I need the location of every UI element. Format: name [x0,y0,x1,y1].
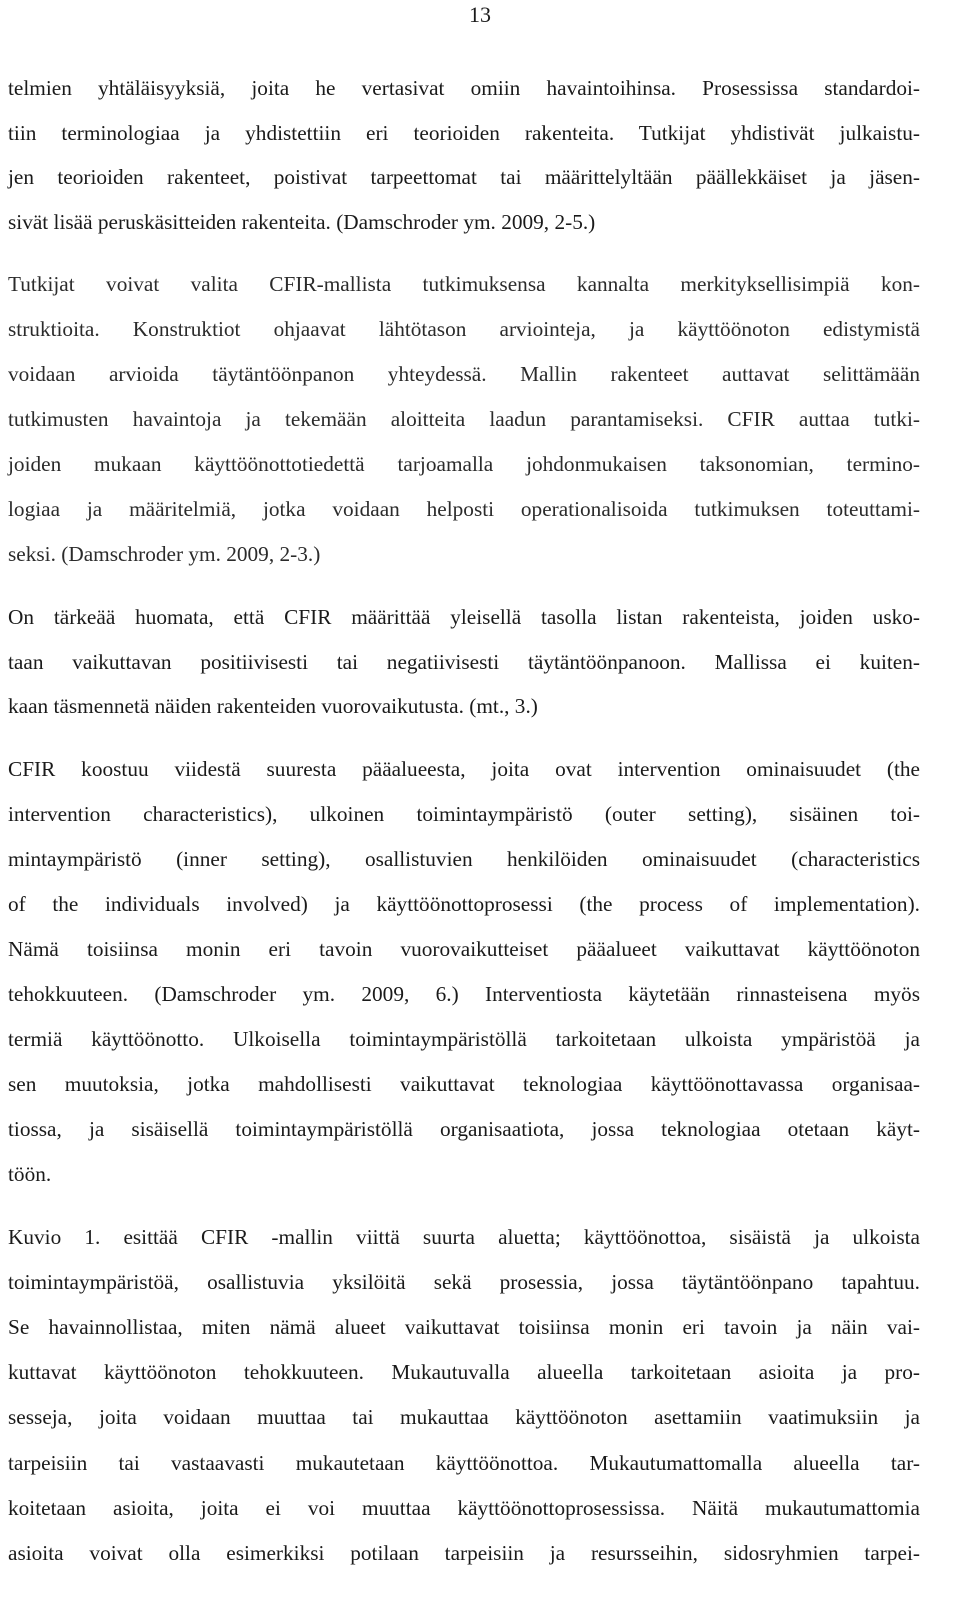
paragraph-1 [8,66,920,244]
text-line: töön. [8,1161,52,1186]
text-line: tiossa, ja sisäisellä toimintaympäristöllä organisaatiota, jossa teknologiaa otetaan käyt- [8,1116,920,1141]
text-line: tutkimusten havaintoja ja tekemään aloitteita laadun parantamiseksi. CFIR auttaa tutki- [8,407,920,431]
paragraph-2 [8,262,920,577]
text-line: logiaa ja määritelmiä, jotka voidaan helposti operationalisoida tutkimuksen toteuttami- [8,497,920,521]
text-line: telmien yhtäläisyyksiä, joita he vertasivat omiin havaintoihinsa. Prosessissa standardoi- [8,76,920,100]
text-line: mintaympäristö (inner setting), osallistuvien henkilöiden ominaisuudet (characteristics [8,846,920,871]
text-line: toimintaympäristöä, osallistuvia yksilöitä sekä prosessia, jossa täytäntöönpano tapahtuu. [8,1269,920,1294]
text-line: voidaan arvioida täytäntöönpanon yhteydessä. Mallin rakenteet auttavat selittämään [8,362,920,386]
text-line: jen teorioiden rakenteet, poistivat tarpeettomat tai määrittelyltään päällekkäiset ja jäsen- [8,165,920,189]
text-line: tehokkuuteen. (Damschroder ym. 2009, 6.) Interventiosta käytetään rinnasteisena myös [8,981,920,1006]
text-line: sen muutoksia, jotka mahdollisesti vaikuttavat teknologiaa käyttöönottavassa organisaa- [8,1071,920,1096]
document-body [8,66,920,1576]
text-line: Nämä toisiinsa monin eri tavoin vuorovaikutteiset pääalueet vaikuttavat käyttöönoton [8,936,920,961]
page-number: 13 [469,2,491,27]
text-line: Kuvio 1. esittää CFIR -mallin viittä suurta aluetta; käyttöönottoa, sisäistä ja ulkoista [8,1224,920,1249]
text-line: tiin terminologiaa ja yhdistettiin eri teorioiden rakenteita. Tutkijat yhdistivät julkaistu- [8,120,920,145]
text-line: intervention characteristics), ulkoinen toimintaympäristö (outer setting), sisäinen toi- [8,801,920,826]
text-line: Tutkijat voivat valita CFIR-mallista tutkimuksensa kannalta merkityksellisimpiä kon- [8,272,920,296]
text-line: Se havainnollistaa, miten nämä alueet vaikuttavat toisiinsa monin eri tavoin ja näin vai- [8,1314,920,1339]
text-line: taan vaikuttavan positiivisesti tai negatiivisesti täytäntöönpanoon. Mallissa ei kuiten- [8,649,920,674]
text-line: termiä käyttöönotto. Ulkoisella toimintaympäristöllä tarkoitetaan ulkoista ympäristöä ja [8,1026,920,1051]
text-line: tarpeisiin tai vastaavasti mukautetaan käyttöönottoa. Mukautumattomalla alueella tar- [8,1450,920,1475]
text-line: kuttavat käyttöönoton tehokkuuteen. Mukautuvalla alueella tarkoitetaan asioita ja pro- [8,1360,920,1385]
paragraph-4 [8,747,920,1197]
text-line: CFIR koostuu viidestä suuresta pääalueesta, joita ovat intervention ominaisuudet (the [8,756,920,781]
text-line: joiden mukaan käyttöönottotiedettä tarjoamalla johdonmukaisen taksonomian, termino- [8,452,920,476]
text-line: asioita voivat olla esimerkiksi potilaan tarpeisiin ja resursseihin, sidosryhmien tarpei- [8,1540,920,1565]
text-line: struktioita. Konstruktiot ohjaavat lähtötason arviointeja, ja käyttöönoton edistymistä [8,317,920,341]
text-line: seksi. (Damschroder ym. 2009, 2-3.) [8,542,321,566]
text-line: sivät lisää peruskäsitteiden rakenteita. (Damschroder ym. 2009, 2-5.) [8,209,596,234]
text-line: koitetaan asioita, joita ei voi muuttaa käyttöönottoprosessissa. Näitä mukautumattomia [8,1495,920,1520]
text-line: sesseja, joita voidaan muuttaa tai mukauttaa käyttöönoton asettamiin vaatimuksiin ja [8,1405,920,1430]
paragraph-3 [8,595,920,729]
text-line: of the individuals involved) ja käyttöönottoprosessi (the process of implementation). [8,891,920,916]
paragraph-5 [8,1215,920,1577]
text-line: kaan täsmennetä näiden rakenteiden vuorovaikutusta. (mt., 3.) [8,694,538,718]
text-line: On tärkeää huomata, että CFIR määrittää yleisellä tasolla listan rakenteista, joiden usko- [8,605,920,629]
